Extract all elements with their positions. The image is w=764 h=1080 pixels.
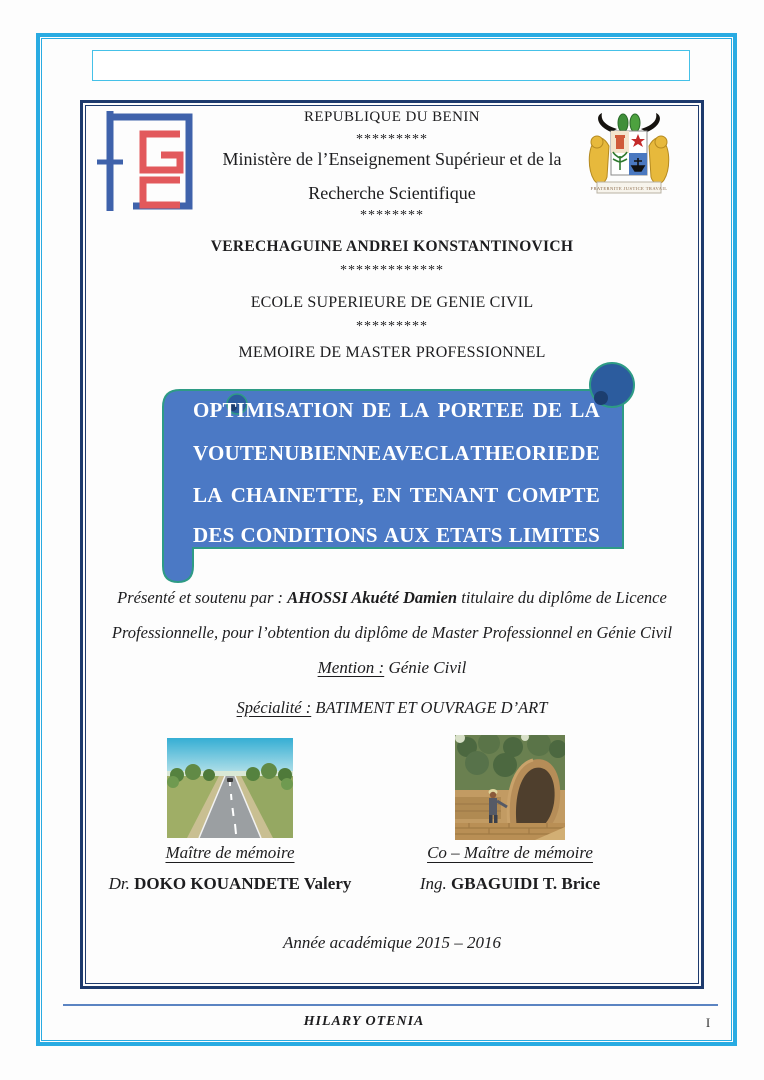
supervisor-role-right: Co – Maître de mémoire xyxy=(427,843,593,862)
separator-stars: ********* xyxy=(356,319,428,334)
ministry-line-1: Ministère de l’Enseignement Supérieur et de la xyxy=(222,149,562,169)
thesis-title-line: LA CHAINETTE, EN TENANT COMPTE xyxy=(193,483,600,507)
republic-line: REPUBLIQUE DU BENIN xyxy=(304,109,480,125)
ministry-line-2: Recherche Scientifique xyxy=(308,183,476,203)
supervisor-name-right xyxy=(390,874,630,894)
footer-separator-line xyxy=(63,1004,718,1006)
mention-label: Mention : xyxy=(317,658,385,677)
footer-author: HILARY OTENIA xyxy=(303,1014,425,1029)
supervisor-fullname-left: DOKO KOUANDETE Valery xyxy=(129,874,352,893)
nubian-vault-photo xyxy=(455,735,565,840)
empty-header-textbox xyxy=(92,50,690,81)
specialite-label: Spécialité : xyxy=(236,698,312,717)
thesis-title-line: OPTIMISATION DE LA PORTEE DE LA xyxy=(193,398,600,422)
university-name: VERECHAGUINE ANDREI KONSTANTINOVICH xyxy=(210,238,574,255)
separator-stars: ********* xyxy=(356,132,428,147)
specialite-value: BATIMENT ET OUVRAGE D’ART xyxy=(311,698,548,717)
road-photo xyxy=(167,738,293,838)
page-number: I xyxy=(705,1015,711,1030)
document-type: MEMOIRE DE MASTER PROFESSIONNEL xyxy=(238,344,546,361)
thesis-title-line: DES CONDITIONS AUX ETATS LIMITES xyxy=(193,523,600,547)
thesis-title-line: VOUTE NUBIENNE AVEC LA THEORIE DE xyxy=(193,441,600,465)
separator-stars: ******** xyxy=(360,208,424,223)
presented-by-line-2: Professionnelle, pour l’obtention du diplôme de Master Professionnel en Génie Civil xyxy=(111,623,673,642)
thesis-title-banner xyxy=(160,356,642,588)
supervisor-title-right: Ing. xyxy=(419,874,447,893)
supervisor-role-left: Maître de mémoire xyxy=(165,843,295,862)
presented-by-line-1 xyxy=(80,588,704,608)
student-name: AHOSSI Akuété Damien xyxy=(287,588,458,607)
supervisor-fullname-right: GBAGUIDI T. Brice xyxy=(446,874,601,893)
specialite-line xyxy=(80,698,704,718)
svg-text:FRATERNITE JUSTICE TRAVAIL: FRATERNITE JUSTICE TRAVAIL xyxy=(590,186,668,191)
mention-line xyxy=(80,658,704,678)
separator-stars: ************* xyxy=(340,263,444,278)
academic-year: Année académique 2015 – 2016 xyxy=(282,933,502,952)
mention-value: Génie Civil xyxy=(384,658,467,677)
supervisor-name-left xyxy=(95,874,365,894)
school-name: ECOLE SUPERIEURE DE GENIE CIVIL xyxy=(250,294,534,311)
supervisor-title-left: Dr. xyxy=(108,874,130,893)
presented-by-suffix: titulaire du diplôme de Licence xyxy=(457,588,667,607)
presented-by-prefix: Présenté et soutenu par : xyxy=(117,588,288,607)
